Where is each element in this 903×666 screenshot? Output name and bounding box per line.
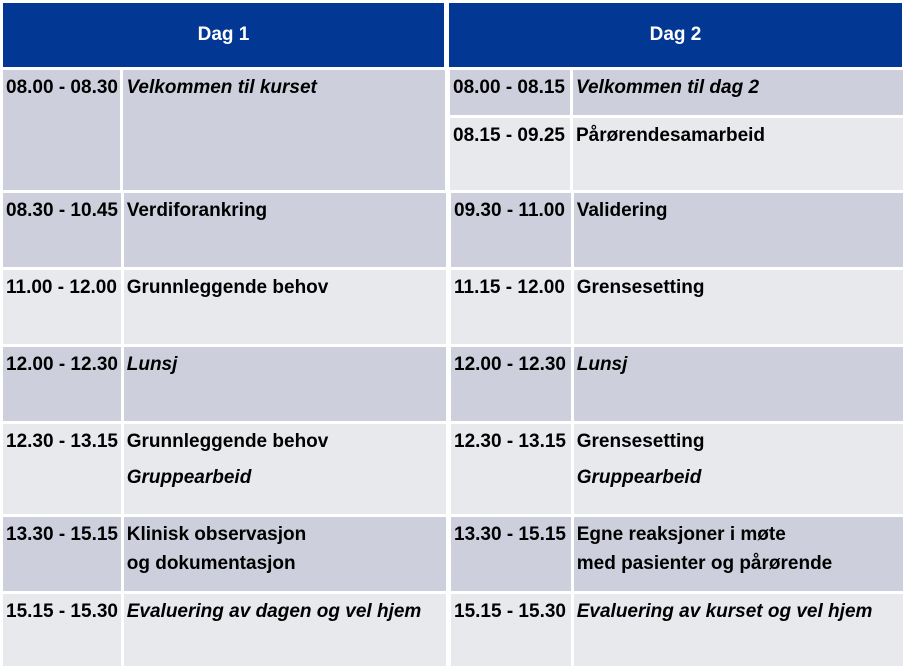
activity-text: Evaluering av kurset og vel hjem xyxy=(576,601,873,622)
time-text: 08.15 - 09.25 xyxy=(453,125,565,146)
time-text: 12.30 - 13.15 xyxy=(6,431,118,452)
activity-text: Grensesetting xyxy=(576,431,705,452)
day2-activity-cell xyxy=(574,193,903,267)
time-text: 09.30 - 11.00 xyxy=(454,200,565,221)
table-row xyxy=(0,193,903,267)
day2-activity-cell xyxy=(574,270,903,344)
activity-text-line1: Klinisk observasjon xyxy=(126,524,307,545)
time-text: 08.00 - 08.15 xyxy=(453,77,565,98)
time-text: 15.15 - 15.30 xyxy=(6,601,118,622)
time-text: 11.00 - 12.00 xyxy=(6,277,117,298)
activity-text: Validering xyxy=(576,200,668,221)
activity-text-line2: og dokumentasjon xyxy=(126,553,296,574)
activity-text: Grensesetting xyxy=(576,277,705,298)
activity-text: Pårørendesamarbeid xyxy=(576,125,766,146)
activity-text: Evaluering av dagen og vel hjem xyxy=(126,601,422,622)
day2-time-cell xyxy=(451,594,571,666)
day1-activity-cell xyxy=(124,193,446,267)
day1-time-cell xyxy=(3,270,121,344)
day1-time-cell xyxy=(3,70,120,190)
day1-header: Dag 1 xyxy=(3,3,444,67)
table-row xyxy=(0,347,903,421)
activity-text: Velkommen til dag 2 xyxy=(576,77,760,98)
day2-time-cell xyxy=(451,193,571,267)
day2-header: Dag 2 xyxy=(449,3,902,67)
time-text: 08.30 - 10.45 xyxy=(6,200,118,221)
day2-time-cell xyxy=(451,347,571,421)
activity-text-line2: med pasienter og pårørende xyxy=(576,553,833,574)
table-row xyxy=(0,424,903,514)
time-text: 13.30 - 15.15 xyxy=(6,524,118,545)
day2-time-cell xyxy=(451,517,571,591)
day1-activity-cell xyxy=(124,594,446,666)
day2-activity-cell xyxy=(574,424,903,514)
day2-activity-cell xyxy=(573,70,903,115)
time-text: 13.30 - 15.15 xyxy=(454,524,566,545)
day1-time-cell xyxy=(3,517,121,591)
day2-time-cell xyxy=(450,118,570,190)
activity-text: Grunnleggende behov xyxy=(126,277,329,298)
day1-time-cell xyxy=(3,424,121,514)
day2-activity-cell xyxy=(573,118,903,190)
table-row xyxy=(0,517,903,591)
day2-activity-cell xyxy=(574,594,903,666)
day2-time-cell xyxy=(450,70,570,115)
table-row xyxy=(0,70,903,190)
time-text: 12.00 - 12.30 xyxy=(6,354,118,375)
activity-subtext: Gruppearbeid xyxy=(576,467,702,488)
activity-text: Velkommen til kurset xyxy=(126,77,317,98)
activity-text: Lunsj xyxy=(576,354,628,375)
time-text: 12.00 - 12.30 xyxy=(454,354,566,375)
day2-time-cell xyxy=(451,270,571,344)
table-row xyxy=(0,270,903,344)
day1-time-cell xyxy=(3,347,121,421)
day1-activity-cell xyxy=(124,270,446,344)
activity-text-line1: Egne reaksjoner i møte xyxy=(576,524,786,545)
day1-time-cell xyxy=(3,193,121,267)
day2-activity-cell xyxy=(574,517,903,591)
table-row xyxy=(0,594,903,666)
day2-activity-cell xyxy=(574,347,903,421)
day1-activity-cell xyxy=(124,347,446,421)
day1-activity-cell xyxy=(124,424,446,514)
day2-time-cell xyxy=(451,424,571,514)
time-text: 15.15 - 15.30 xyxy=(454,601,566,622)
activity-text: Verdiforankring xyxy=(126,200,268,221)
activity-text: Grunnleggende behov xyxy=(126,431,329,452)
day1-time-cell xyxy=(3,594,121,666)
time-text: 11.15 - 12.00 xyxy=(454,277,565,298)
day1-activity-cell xyxy=(124,517,446,591)
time-text: 12.30 - 13.15 xyxy=(454,431,566,452)
day1-activity-cell xyxy=(123,70,445,190)
activity-text: Lunsj xyxy=(126,354,178,375)
time-text: 08.00 - 08.30 xyxy=(6,77,118,98)
activity-subtext: Gruppearbeid xyxy=(126,467,252,488)
